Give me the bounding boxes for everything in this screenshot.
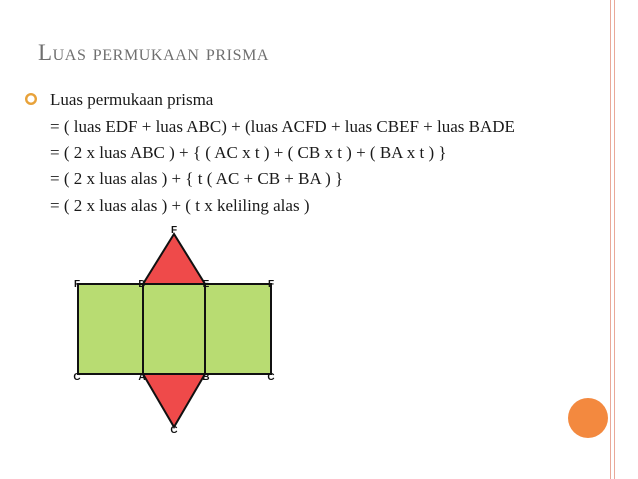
formula-line-1: = ( luas EDF + luas ABC) + (luas ACFD + luas CBEF + luas BADE	[50, 117, 515, 136]
formula-line-4: = ( 2 x luas alas ) + ( t x keliling alas )	[50, 196, 310, 215]
decorative-circle	[568, 398, 608, 438]
formula-line-3: = ( 2 x luas alas ) + { t ( AC + CB + BA ) }	[50, 169, 344, 188]
formula-line-2: = ( 2 x luas ABC ) + { ( AC x t ) + ( CB x t ) + ( BA x t ) }	[50, 143, 447, 162]
vertex-label: A	[138, 372, 146, 383]
bottom-triangle	[143, 374, 205, 427]
vertex-label: C	[267, 372, 275, 383]
vertex-label: B	[202, 372, 210, 383]
vertex-label: F	[267, 279, 275, 290]
rectangle-right	[205, 284, 271, 374]
slide-title: Luas permukaan prisma	[38, 40, 270, 65]
rectangle-middle	[143, 284, 205, 374]
vertex-label: F	[73, 279, 81, 290]
rectangle-left	[78, 284, 143, 374]
vertex-label: E	[202, 279, 210, 290]
vertex-label: F	[170, 225, 178, 236]
formula-heading: Luas permukaan prisma	[50, 90, 214, 109]
vertex-label: D	[138, 279, 146, 290]
top-triangle	[143, 234, 205, 284]
vertex-label: C	[170, 425, 178, 436]
vertex-label: C	[73, 372, 81, 383]
